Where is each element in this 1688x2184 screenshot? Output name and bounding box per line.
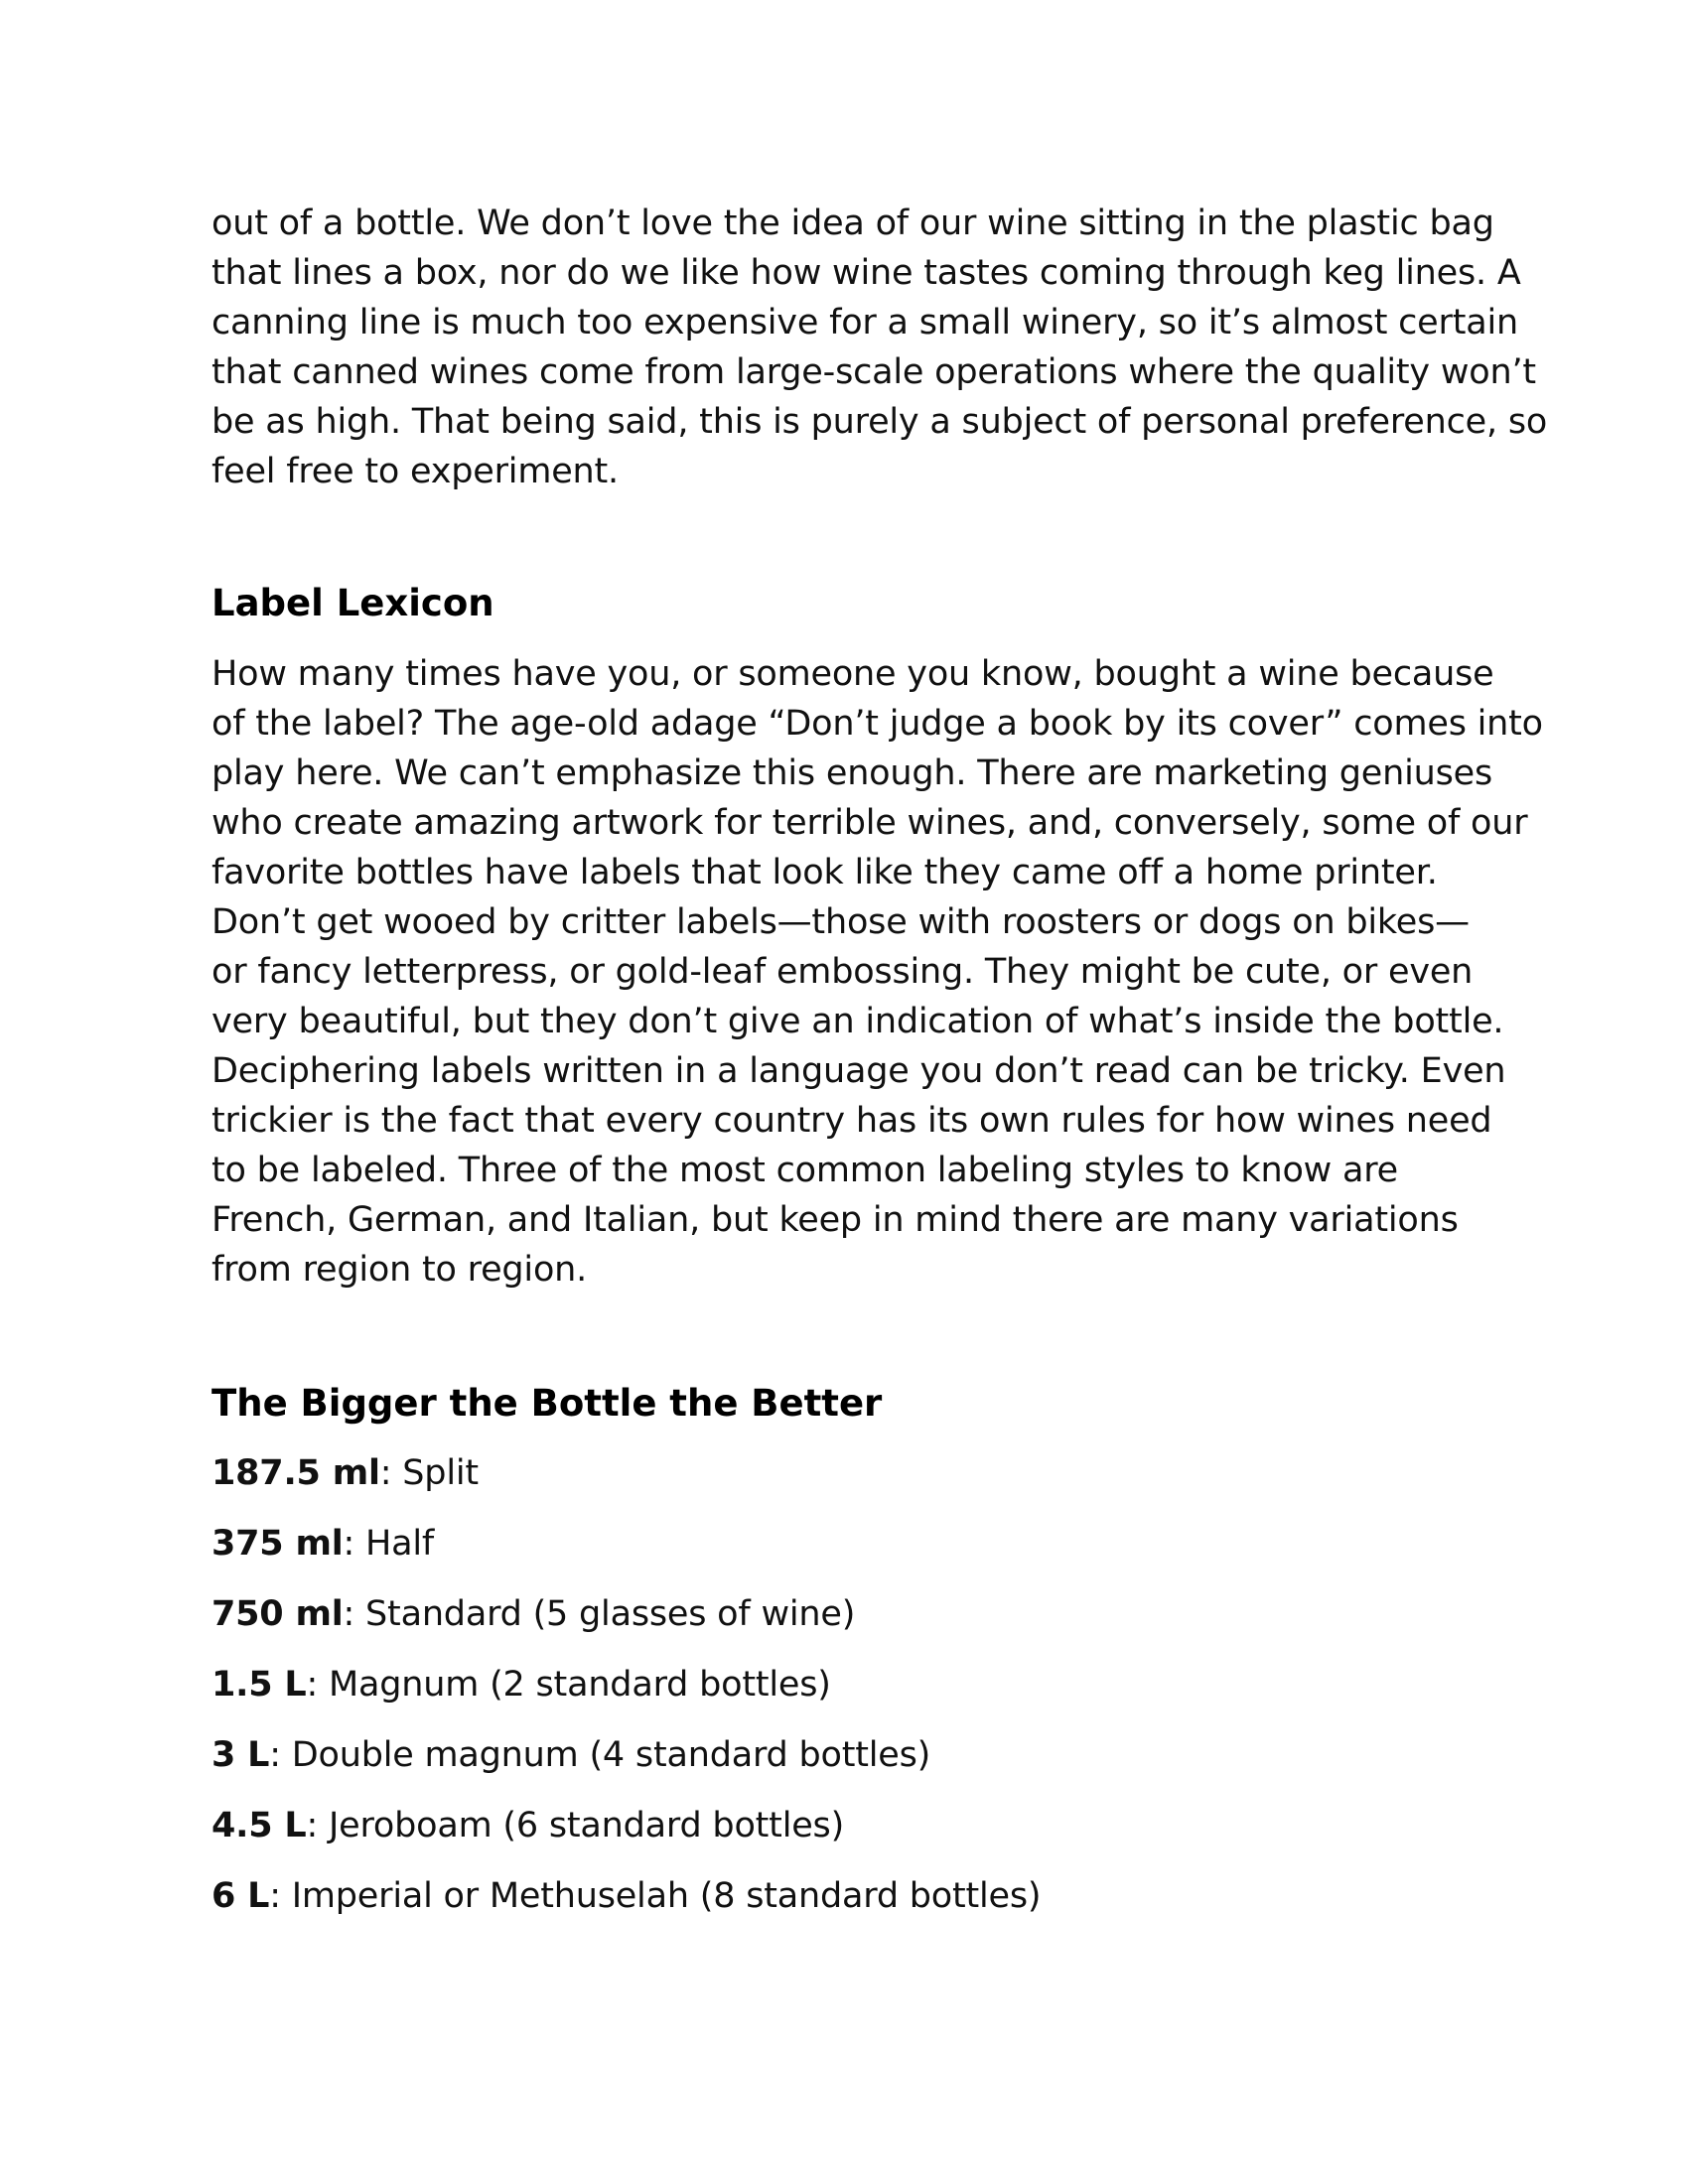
list-item [211, 1871, 1482, 1921]
label-lexicon-paragraph [211, 649, 1543, 1295]
text-line: very beautiful, but they don’t give an indication of what’s inside the bottle. [211, 1002, 1504, 1041]
text-line: feel free to experiment. [211, 452, 619, 491]
text-line: trickier is the fact that every country has its own rules for how wines need [211, 1101, 1492, 1141]
bottle-size-description: : Half [343, 1524, 435, 1564]
text-line: to be labeled. Three of the most common labeling styles to know are [211, 1151, 1399, 1190]
list-item [211, 1448, 1482, 1498]
bottle-size-description: : Standard (5 glasses of wine) [343, 1594, 856, 1634]
text-line: who create amazing artwork for terrible wines, and, conversely, some of our [211, 803, 1528, 843]
bottle-size-value: 1.5 L [211, 1665, 307, 1705]
text-line: be as high. That being said, this is purely a subject of personal preference, so [211, 402, 1548, 442]
text-line: Deciphering labels written in a language you don’t read can be tricky. Even [211, 1051, 1506, 1091]
list-item [211, 1801, 1482, 1850]
bottle-size-list [211, 1448, 1482, 1921]
text-line: play here. We can’t emphasize this enough. There are marketing geniuses [211, 753, 1493, 793]
bottle-sizes-heading: The Bigger the Bottle the Better [211, 1382, 883, 1425]
bottle-size-value: 750 ml [211, 1594, 344, 1634]
bottle-size-description: : Double magnum (4 standard bottles) [269, 1735, 931, 1775]
text-line: out of a bottle. We don’t love the idea of our wine sitting in the plastic bag [211, 204, 1494, 243]
text-line: of the label? The age-old adage “Don’t judge a book by its cover” comes into [211, 704, 1543, 744]
bottle-size-description: : Split [379, 1453, 479, 1493]
list-item [211, 1589, 1482, 1639]
text-line: that canned wines come from large-scale operations where the quality won’t [211, 352, 1536, 392]
list-item [211, 1730, 1482, 1780]
label-lexicon-heading: Label Lexicon [211, 582, 494, 624]
bottle-size-value: 3 L [211, 1735, 270, 1775]
bottle-size-description: : Imperial or Methuselah (8 standard bottles) [269, 1876, 1042, 1916]
bottle-size-value: 4.5 L [211, 1806, 307, 1845]
list-item [211, 1660, 1482, 1709]
text-line: How many times have you, or someone you know, bought a wine because [211, 654, 1494, 694]
bottle-size-value: 6 L [211, 1876, 270, 1916]
text-line: canning line is much too expensive for a small winery, so it’s almost certain [211, 303, 1518, 342]
bottle-size-value: 187.5 ml [211, 1453, 380, 1493]
list-item [211, 1519, 1482, 1569]
bottle-size-description: : Jeroboam (6 standard bottles) [306, 1806, 845, 1845]
text-line: French, German, and Italian, but keep in mind there are many variations [211, 1200, 1459, 1240]
text-line: that lines a box, nor do we like how wine tastes coming through keg lines. A [211, 253, 1521, 293]
bottle-size-value: 375 ml [211, 1524, 344, 1564]
text-line: favorite bottles have labels that look like they came off a home printer. [211, 853, 1438, 892]
text-line: from region to region. [211, 1250, 588, 1290]
text-line: Don’t get wooed by critter labels—those with roosters or dogs on bikes— [211, 902, 1470, 942]
bottle-size-description: : Magnum (2 standard bottles) [306, 1665, 831, 1705]
document-page [211, 199, 1548, 1942]
intro-paragraph [211, 199, 1548, 496]
text-line: or fancy letterpress, or gold-leaf embossing. They might be cute, or even [211, 952, 1474, 992]
